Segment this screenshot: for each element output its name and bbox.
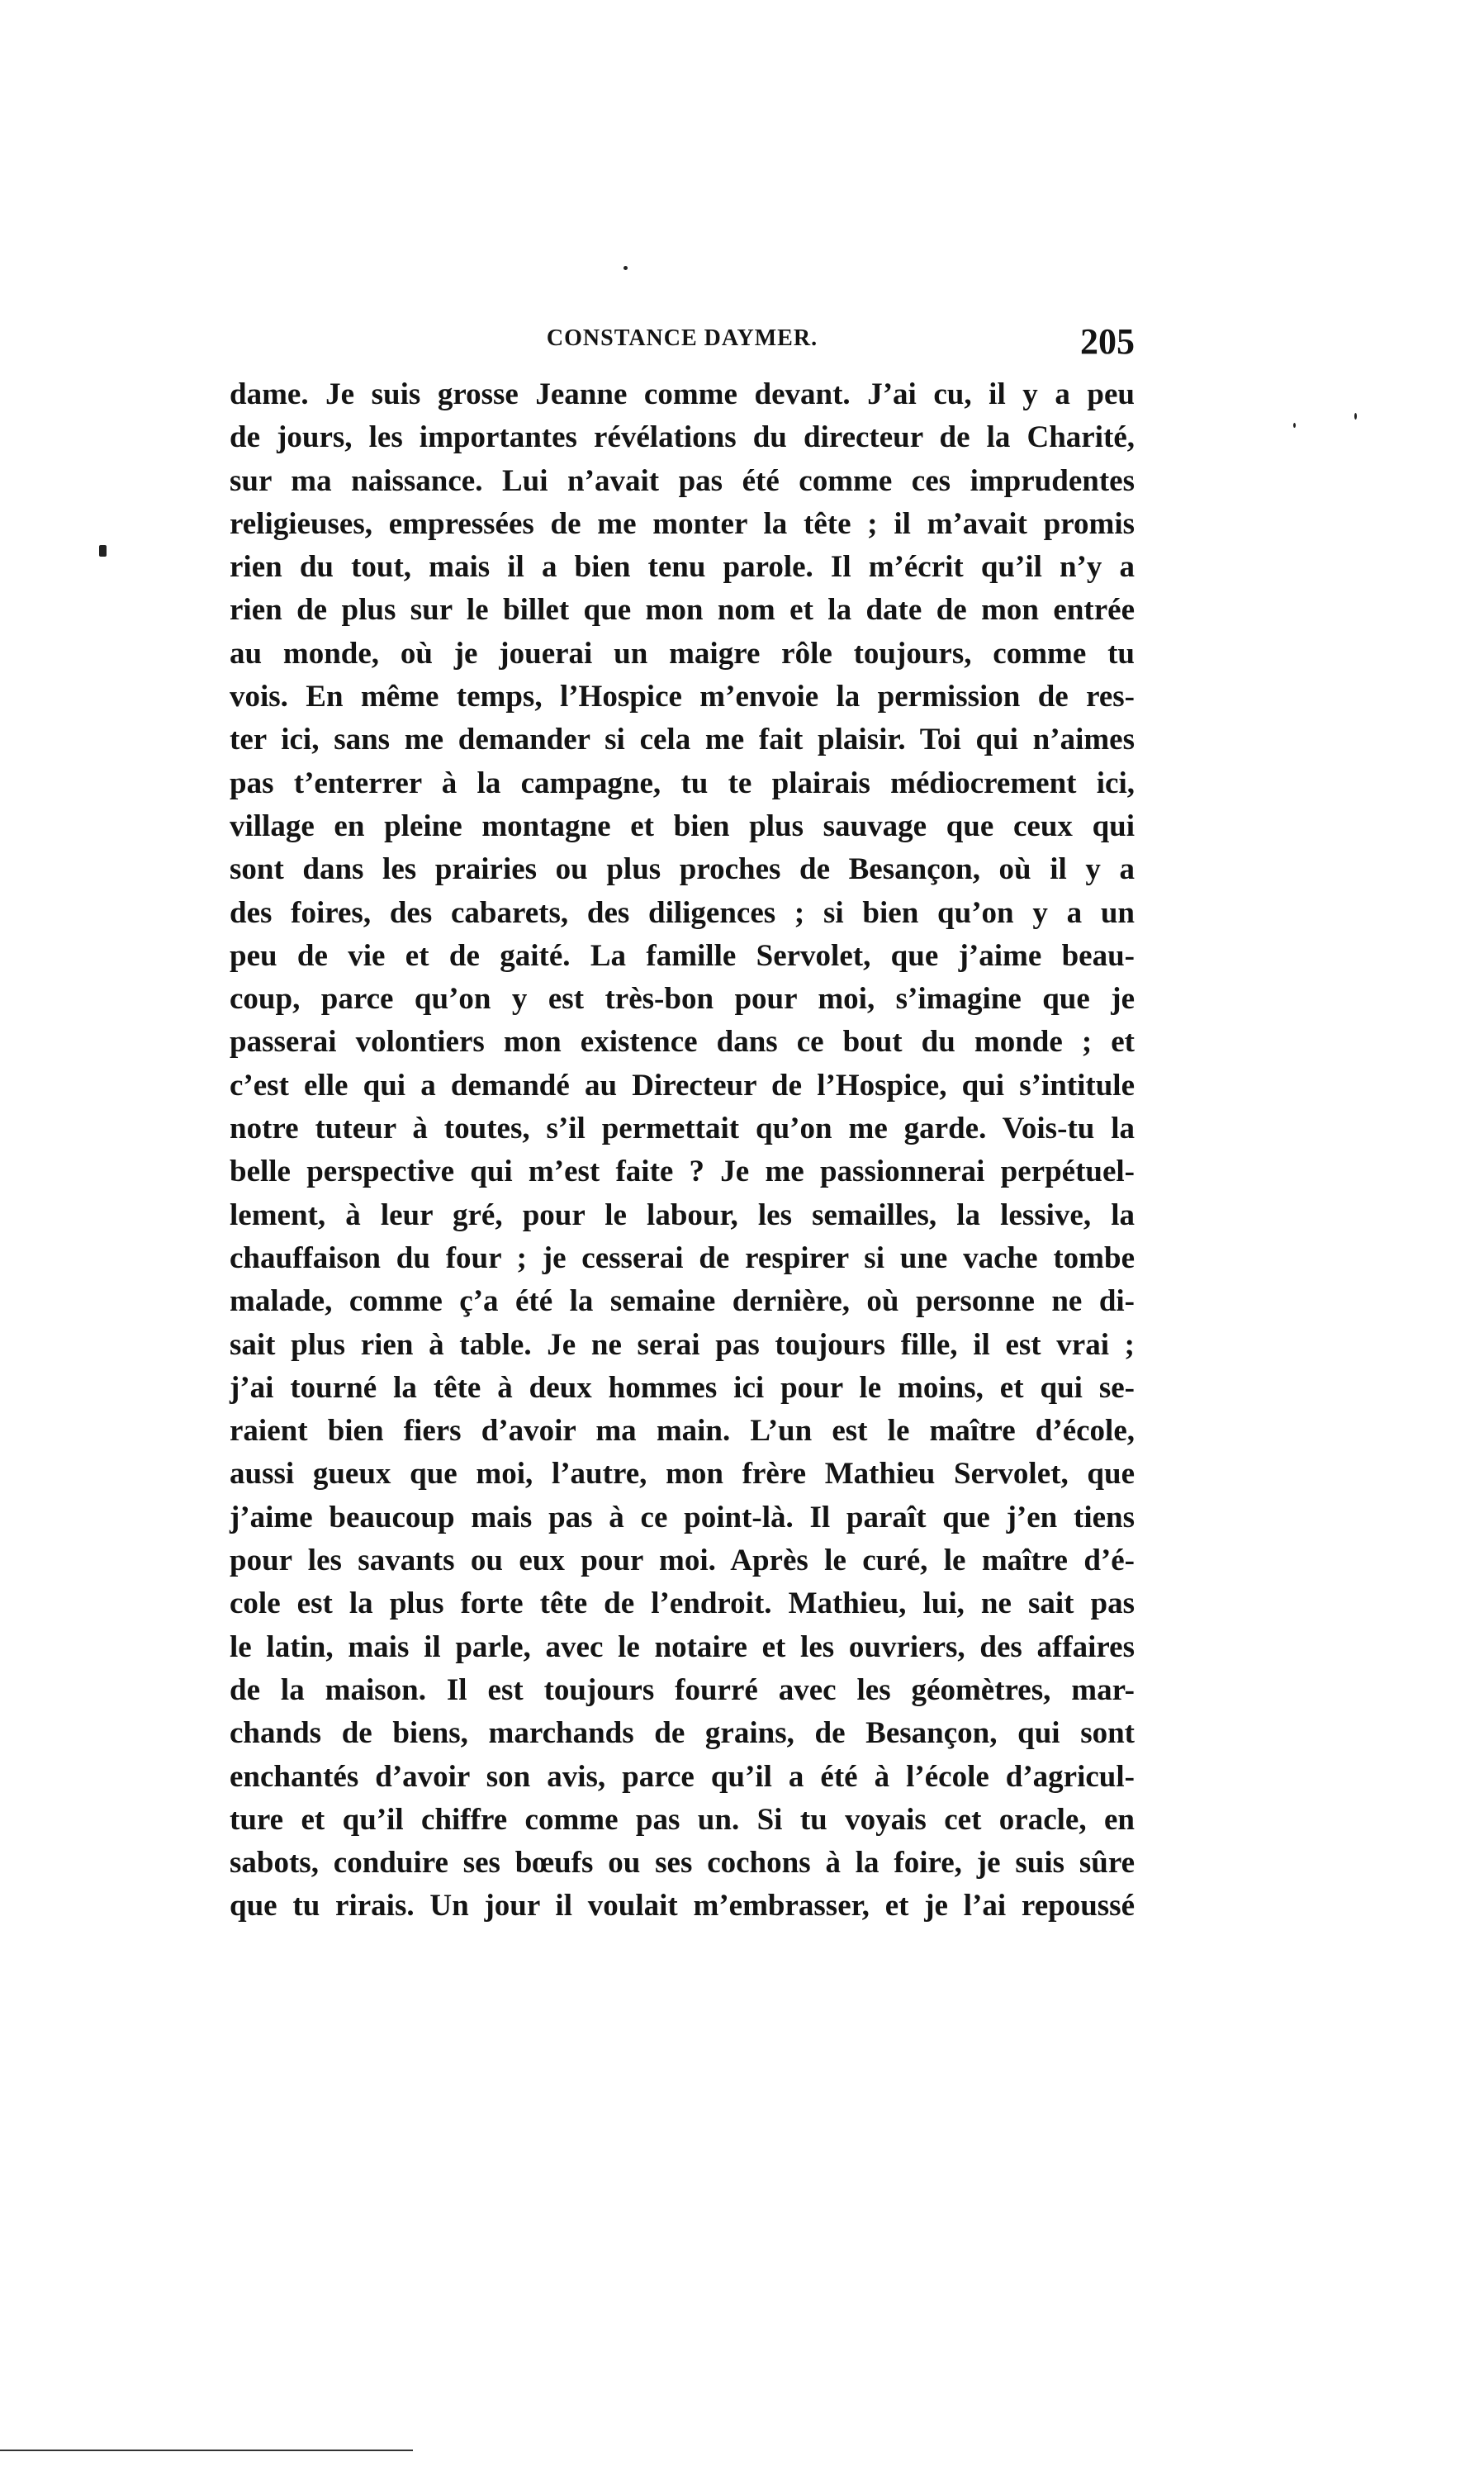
text-line: religieuses, empressées de me monter la tête ; il m’avait promis bbox=[230, 506, 1135, 541]
text-line: sont dans les prairies ou plus proches de Besançon, où il y a bbox=[230, 852, 1135, 887]
scan-edge-rule bbox=[0, 2450, 413, 2451]
text-line: village en pleine montagne et bien plus sauvage que ceux qui bbox=[230, 809, 1135, 843]
text-line: rien de plus sur le billet que mon nom et la date de mon entrée bbox=[230, 593, 1135, 628]
text-line: j’ai tourné la tête à deux hommes ici pour le moins, et qui se- bbox=[230, 1370, 1135, 1405]
text-line: de jours, les importantes révélations du directeur de la Charité, bbox=[230, 420, 1135, 455]
scan-speck bbox=[99, 545, 107, 557]
text-line: sait plus rien à table. Je ne serai pas toujours fille, il est vrai ; bbox=[230, 1327, 1135, 1362]
text-line: au monde, où je jouerai un maigre rôle toujours, comme tu bbox=[230, 636, 1135, 671]
running-title: CONSTANCE DAYMER. bbox=[546, 325, 818, 351]
text-line: notre tuteur à toutes, s’il permettait qu’on me garde. Vois-tu la bbox=[230, 1112, 1135, 1146]
text-line: le latin, mais il parle, avec le notaire et les ouvriers, des affaires bbox=[230, 1629, 1135, 1664]
scan-speck bbox=[1354, 413, 1357, 420]
text-line: pas t’enterrer à la campagne, tu te plairais médiocrement ici, bbox=[230, 766, 1135, 800]
text-line: aussi gueux que moi, l’autre, mon frère Mathieu Servolet, que bbox=[230, 1457, 1135, 1492]
text-line: rien du tout, mais il a bien tenu parole. Il m’écrit qu’il n’y a bbox=[230, 550, 1135, 585]
text-line: raient bien fiers d’avoir ma main. L’un est le maître d’école, bbox=[230, 1414, 1135, 1449]
text-line: que tu rirais. Un jour il voulait m’embrasser, et je l’ai repoussé bbox=[230, 1889, 1135, 1923]
text-line: dame. Je suis grosse Jeanne comme devant. J’ai cu, il y a peu bbox=[230, 377, 1135, 411]
text-line: malade, comme ç’a été la semaine dernière, où personne ne di- bbox=[230, 1284, 1135, 1319]
scan-speck bbox=[623, 266, 628, 270]
text-line: chauffaison du four ; je cesserai de respirer si une vache tombe bbox=[230, 1240, 1135, 1275]
text-line: j’aime beaucoup mais pas à ce point-là. Il paraît que j’en tiens bbox=[230, 1500, 1135, 1534]
text-line: ture et qu’il chiffre comme pas un. Si tu voyais cet oracle, en bbox=[230, 1802, 1135, 1837]
text-line: enchantés d’avoir son avis, parce qu’il a été à l’école d’agricul- bbox=[230, 1759, 1135, 1794]
text-line: belle perspective qui m’est faite ? Je me passionnerai perpétuel- bbox=[230, 1155, 1135, 1189]
text-line: cole est la plus forte tête de l’endroit. Mathieu, lui, ne sait pas bbox=[230, 1586, 1135, 1621]
text-line: vois. En même temps, l’Hospice m’envoie la permission de res- bbox=[230, 680, 1135, 714]
text-line: sabots, conduire ses bœufs ou ses cochons à la foire, je suis sûre bbox=[230, 1846, 1135, 1881]
text-line: chands de biens, marchands de grains, de Besançon, qui sont bbox=[230, 1716, 1135, 1751]
running-head bbox=[230, 320, 1135, 370]
text-line: peu de vie et de gaité. La famille Servolet, que j’aime beau- bbox=[230, 938, 1135, 973]
text-line: passerai volontiers mon existence dans ce bout du monde ; et bbox=[230, 1025, 1135, 1060]
text-line: lement, à leur gré, pour le labour, les semailles, la lessive, la bbox=[230, 1198, 1135, 1232]
text-line: pour les savants ou eux pour moi. Après le curé, le maître d’é- bbox=[230, 1544, 1135, 1578]
text-line: des foires, des cabarets, des diligences ; si bien qu’on y a un bbox=[230, 895, 1135, 930]
body-text bbox=[230, 373, 1135, 1928]
text-line: ter ici, sans me demander si cela me fait plaisir. Toi qui n’aimes bbox=[230, 723, 1135, 757]
page-number: 205 bbox=[1080, 321, 1135, 362]
text-line: sur ma naissance. Lui n’avait pas été comme ces imprudentes bbox=[230, 463, 1135, 498]
text-line: de la maison. Il est toujours fourré avec les géomètres, mar- bbox=[230, 1672, 1135, 1707]
text-line: c’est elle qui a demandé au Directeur de l’Hospice, qui s’intitule bbox=[230, 1068, 1135, 1103]
text-line: coup, parce qu’on y est très-bon pour moi, s’imagine que je bbox=[230, 982, 1135, 1017]
scan-speck bbox=[1293, 423, 1296, 428]
